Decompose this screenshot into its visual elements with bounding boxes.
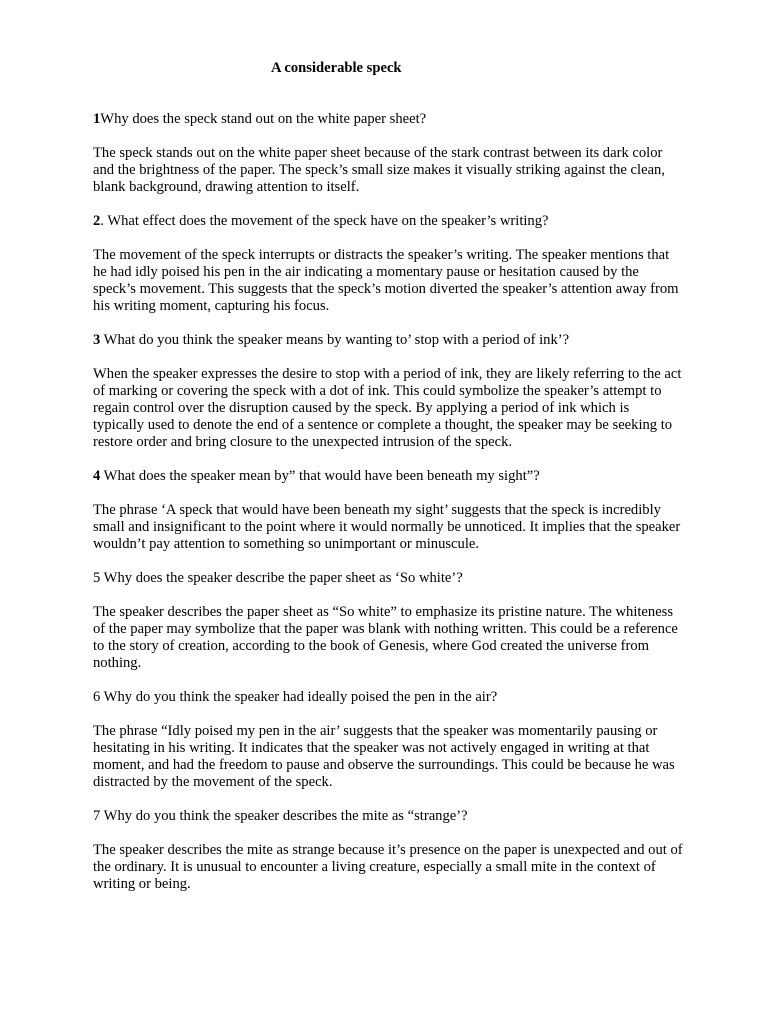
question-number: 5 [93, 570, 101, 586]
question-answer-list [93, 111, 683, 910]
question-number: 7 [93, 808, 101, 824]
answer-3: When the speaker expresses the desire to stop with a period of ink, they are likely referring to the act of marking or covering the speck with a dot of ink. This could symbolize the speaker’s attempt to regain control over the disruption caused by the speck. By applying a period of ink which is typically used to denote the end of a sentence or complete a thought, the speaker may be seeking to restore order and bring closure to the unexpected intrusion of the speck. [93, 366, 682, 450]
question-number: 6 [93, 689, 101, 705]
question-number: 4 [93, 468, 101, 484]
question-text: Why do you think the speaker describes the mite as “strange’? [100, 808, 468, 824]
question-number: 1 [93, 111, 101, 127]
question-text: Why does the speaker describe the paper sheet as ‘So white’? [100, 570, 463, 586]
question-5 [93, 570, 683, 587]
question-number: 3 [93, 332, 101, 348]
question-6 [93, 689, 683, 706]
answer-4: The phrase ‘A speck that would have been beneath my sight’ suggests that the speck is incredibly small and insignificant to the point where it would normally be unnoticed. It implies that the speaker wouldn’t pay attention to something so unimportant or minuscule. [93, 502, 681, 552]
question-text: What does the speaker mean by” that would have been beneath my sight”? [100, 468, 540, 484]
question-1 [93, 111, 683, 128]
question-text: Why do you think the speaker had ideally poised the pen in the air? [100, 689, 498, 705]
document-title: A considerable speck [271, 60, 402, 76]
question-text: What do you think the speaker means by wanting to’ stop with a period of ink’? [100, 332, 570, 348]
question-text: . What effect does the movement of the speck have on the speaker’s writing? [100, 213, 549, 229]
question-4 [93, 468, 683, 485]
answer-1: The speck stands out on the white paper sheet because of the stark contrast between its dark color and the brightness of the paper. The speck’s small size makes it visually striking against the clean, blank background, drawing attention to itself. [93, 145, 665, 195]
question-7 [93, 808, 683, 825]
question-text: Why does the speck stand out on the white paper sheet? [100, 111, 427, 127]
answer-5: The speaker describes the paper sheet as “So white” to emphasize its pristine nature. The whiteness of the paper may symbolize that the paper was blank with nothing written. This could be a reference to the story of creation, according to the book of Genesis, where God created the universe from nothing. [93, 604, 678, 671]
question-2 [93, 213, 683, 230]
answer-2: The movement of the speck interrupts or distracts the speaker’s writing. The speaker mentions that he had idly poised his pen in the air indicating a momentary pause or hesitation caused by the speck’s movement. This suggests that the speck’s motion diverted the speaker’s attention away from his writing moment, capturing his focus. [93, 247, 679, 314]
answer-6: The phrase “Idly poised my pen in the air’ suggests that the speaker was momentarily pausing or hesitating in his writing. It indicates that the speaker was not actively engaged in writing at that moment, and had the freedom to pause and observe the surroundings. This could be because he was distracted by the movement of the speck. [93, 723, 675, 790]
question-3 [93, 332, 683, 349]
question-number: 2 [93, 213, 101, 229]
answer-7: The speaker describes the mite as strange because it’s presence on the paper is unexpected and out of the ordinary. It is unusual to encounter a living creature, especially a small mite in the context of writing or being. [93, 842, 683, 892]
